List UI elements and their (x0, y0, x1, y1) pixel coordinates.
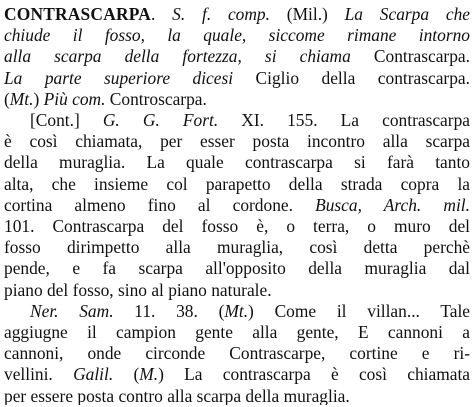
entry-line-8 (4, 151, 470, 173)
entry-line-12 (4, 236, 470, 258)
italic-text: S. f. comp. (172, 4, 270, 24)
text-segment: 11. 38. ( (113, 300, 225, 321)
text-segment: ( (4, 88, 10, 109)
text-segment: della muraglia. La quale contrascarpa si farà tanto (4, 152, 470, 173)
entry-line-7 (4, 130, 470, 152)
entry-line-11 (4, 215, 470, 237)
italic-text: Ner. Sam. (30, 300, 114, 321)
text-segment: ) Come il villan... Tale (248, 300, 470, 321)
italic-text: Mt. (224, 300, 249, 321)
italic-text: La parte superiore dicesi (4, 67, 234, 88)
text-segment: [Cont.] (30, 110, 103, 130)
italic-text: M. (139, 364, 159, 385)
italic-text: Galil. (73, 364, 114, 385)
text-segment: pende, e fa scarpa all'opposito della muraglia dal (4, 258, 470, 279)
entry-line-16 (4, 321, 470, 343)
text-segment: aggiugne il campion gente alla gente, E cannoni a (4, 322, 470, 342)
entry-line-6 (30, 109, 470, 131)
text-segment: 101. Contrascarpa del fosso è, o terra, o muro del (4, 216, 470, 236)
text-segment: Contrascarpa. (350, 46, 470, 67)
entry-line-19 (4, 385, 470, 405)
entry-line-17 (4, 342, 470, 364)
text-segment: . (151, 4, 173, 24)
entry-line-9 (4, 173, 470, 195)
entry-line-18 (4, 363, 470, 385)
text-segment: vellini. (4, 364, 74, 385)
entry-line-5 (4, 88, 470, 110)
text-segment: piano del fosso, sino al piano naturale. (4, 279, 272, 300)
italic-text: chiude il fosso, la quale, siccome rimane intorno (4, 25, 470, 46)
entry-line-15 (30, 300, 470, 322)
text-segment: Controscarpa. (105, 88, 207, 109)
entry-line-3 (4, 45, 470, 67)
text-segment: Ciglio della contrascarpa. (233, 67, 470, 88)
headword: CONTRASCARPA (4, 4, 152, 24)
dictionary-entry (4, 2, 470, 405)
italic-text: La Scarpa che (344, 4, 470, 24)
entry-line-10 (4, 194, 470, 216)
italic-text: alla scarpa della fortezza, si chiama (4, 46, 351, 67)
text-segment: ( (113, 364, 140, 385)
text-segment: (Mil.) (269, 4, 345, 24)
text-segment: XI. 155. La contrascarpa (218, 110, 470, 130)
entry-line-13 (4, 257, 470, 279)
text-segment: fosso dirimpetto alla muraglia, così detta perchè (4, 237, 470, 258)
text-segment: è così chiamata, per esser posta incontro alla scarpa (4, 131, 470, 152)
entry-line-2 (4, 24, 470, 46)
entry-line-1 (4, 3, 470, 25)
text-segment: cortina almeno fino al cordone. (4, 194, 316, 215)
text-segment: alta, che insieme col parapetto della strada copra la (4, 173, 470, 194)
italic-text: Busca, Arch. mil. (315, 194, 470, 215)
entry-line-4 (4, 67, 470, 89)
italic-text: G. G. Fort. (102, 110, 219, 130)
text-segment: cannoni, onde circonde Contrascarpe, cortine e ri- (4, 343, 470, 364)
entry-line-14 (4, 279, 470, 301)
italic-text: Mt. (9, 88, 34, 109)
text-segment: ) La contrascarpa è così chiamata (158, 364, 470, 385)
text-segment: ) (33, 88, 44, 109)
italic-text: Più com. (43, 88, 106, 109)
text-segment: per essere posta contro alla scarpa della muraglia. (4, 385, 350, 405)
